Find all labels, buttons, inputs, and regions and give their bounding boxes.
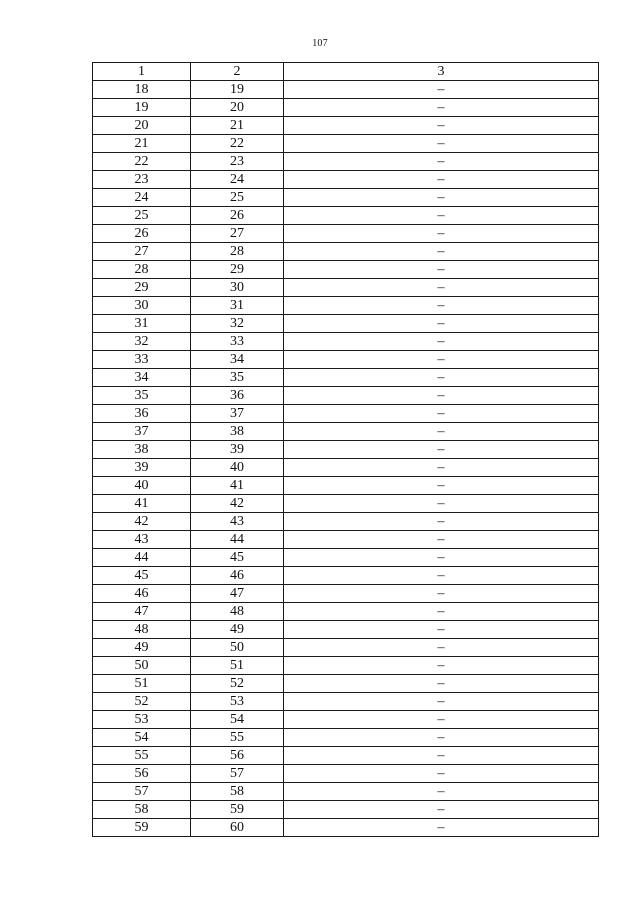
- table-row: [93, 423, 599, 441]
- table-cell-col-2: 36: [191, 387, 284, 405]
- table-cell-col-1: 52: [93, 693, 191, 711]
- table-cell-col-2: 49: [191, 621, 284, 639]
- table-cell-col-2: 34: [191, 351, 284, 369]
- table-cell-col-3: –: [284, 783, 599, 801]
- table-row: [93, 261, 599, 279]
- table-cell-col-3: –: [284, 747, 599, 765]
- table-cell-col-1: 56: [93, 765, 191, 783]
- table-row: [93, 405, 599, 423]
- table-cell-col-2: 51: [191, 657, 284, 675]
- table-cell-col-1: 41: [93, 495, 191, 513]
- column-header-1: 1: [93, 63, 191, 81]
- table-row: [93, 549, 599, 567]
- table-row: [93, 621, 599, 639]
- table-cell-col-3: –: [284, 639, 599, 657]
- table-row: [93, 99, 599, 117]
- table-cell-col-1: 47: [93, 603, 191, 621]
- table-cell-col-2: 59: [191, 801, 284, 819]
- table-cell-col-2: 39: [191, 441, 284, 459]
- table-cell-col-1: 40: [93, 477, 191, 495]
- table-cell-col-3: –: [284, 693, 599, 711]
- table-row: [93, 603, 599, 621]
- table-row: [93, 765, 599, 783]
- table-row: [93, 297, 599, 315]
- table-row: [93, 477, 599, 495]
- table-cell-col-3: –: [284, 405, 599, 423]
- table-row: [93, 783, 599, 801]
- table-cell-col-3: –: [284, 81, 599, 99]
- table-cell-col-2: 20: [191, 99, 284, 117]
- table-cell-col-1: 25: [93, 207, 191, 225]
- table-cell-col-2: 28: [191, 243, 284, 261]
- table-cell-col-2: 46: [191, 567, 284, 585]
- table-cell-col-2: 31: [191, 297, 284, 315]
- table-row: [93, 81, 599, 99]
- table-cell-col-2: 26: [191, 207, 284, 225]
- table-cell-col-3: –: [284, 603, 599, 621]
- table-cell-col-3: –: [284, 729, 599, 747]
- table-cell-col-2: 35: [191, 369, 284, 387]
- table-cell-col-2: 32: [191, 315, 284, 333]
- table-cell-col-1: 22: [93, 153, 191, 171]
- table-cell-col-2: 45: [191, 549, 284, 567]
- table-cell-col-3: –: [284, 387, 599, 405]
- table-cell-col-2: 25: [191, 189, 284, 207]
- table-cell-col-3: –: [284, 315, 599, 333]
- table-cell-col-3: –: [284, 513, 599, 531]
- table-row: [93, 189, 599, 207]
- table-cell-col-2: 55: [191, 729, 284, 747]
- table-cell-col-3: –: [284, 459, 599, 477]
- table-row: [93, 279, 599, 297]
- table-row: [93, 459, 599, 477]
- table-cell-col-1: 31: [93, 315, 191, 333]
- column-header-3: 3: [284, 63, 599, 81]
- header-row: [93, 63, 599, 81]
- table-cell-col-3: –: [284, 297, 599, 315]
- table-row: [93, 531, 599, 549]
- table-cell-col-1: 26: [93, 225, 191, 243]
- table-cell-col-1: 33: [93, 351, 191, 369]
- table-cell-col-3: –: [284, 765, 599, 783]
- table-row: [93, 819, 599, 837]
- table-cell-col-2: 44: [191, 531, 284, 549]
- column-header-2: 2: [191, 63, 284, 81]
- table-row: [93, 153, 599, 171]
- table-cell-col-1: 30: [93, 297, 191, 315]
- table-row: [93, 441, 599, 459]
- table-cell-col-1: 35: [93, 387, 191, 405]
- table-cell-col-3: –: [284, 477, 599, 495]
- table-cell-col-3: –: [284, 657, 599, 675]
- table-cell-col-2: 33: [191, 333, 284, 351]
- table-cell-col-3: –: [284, 369, 599, 387]
- table-cell-col-1: 32: [93, 333, 191, 351]
- table-cell-col-1: 38: [93, 441, 191, 459]
- table-cell-col-1: 39: [93, 459, 191, 477]
- table-cell-col-1: 20: [93, 117, 191, 135]
- table-row: [93, 693, 599, 711]
- table-cell-col-1: 43: [93, 531, 191, 549]
- table-cell-col-2: 60: [191, 819, 284, 837]
- table-cell-col-2: 52: [191, 675, 284, 693]
- table-cell-col-1: 53: [93, 711, 191, 729]
- table-cell-col-2: 42: [191, 495, 284, 513]
- table-cell-col-2: 48: [191, 603, 284, 621]
- table-cell-col-3: –: [284, 153, 599, 171]
- table-row: [93, 207, 599, 225]
- table-cell-col-1: 21: [93, 135, 191, 153]
- table-row: [93, 315, 599, 333]
- table-cell-col-1: 57: [93, 783, 191, 801]
- table-cell-col-3: –: [284, 423, 599, 441]
- table-cell-col-1: 59: [93, 819, 191, 837]
- table-cell-col-2: 24: [191, 171, 284, 189]
- table-row: [93, 225, 599, 243]
- table-row: [93, 369, 599, 387]
- table-cell-col-2: 41: [191, 477, 284, 495]
- table-cell-col-1: 19: [93, 99, 191, 117]
- table-row: [93, 135, 599, 153]
- table-cell-col-3: –: [284, 711, 599, 729]
- table-row: [93, 675, 599, 693]
- table-cell-col-1: 49: [93, 639, 191, 657]
- table-row: [93, 657, 599, 675]
- table-cell-col-2: 57: [191, 765, 284, 783]
- table-cell-col-1: 55: [93, 747, 191, 765]
- table-cell-col-1: 36: [93, 405, 191, 423]
- table-cell-col-1: 58: [93, 801, 191, 819]
- table-cell-col-1: 54: [93, 729, 191, 747]
- table-row: [93, 729, 599, 747]
- table-cell-col-1: 50: [93, 657, 191, 675]
- table-cell-col-3: –: [284, 585, 599, 603]
- table-cell-col-3: –: [284, 171, 599, 189]
- table-cell-col-3: –: [284, 135, 599, 153]
- table-cell-col-1: 29: [93, 279, 191, 297]
- table-cell-col-3: –: [284, 117, 599, 135]
- table-row: [93, 801, 599, 819]
- data-table: [92, 62, 599, 837]
- table-cell-col-1: 28: [93, 261, 191, 279]
- table-cell-col-2: 23: [191, 153, 284, 171]
- table-row: [93, 243, 599, 261]
- table-cell-col-1: 45: [93, 567, 191, 585]
- table-cell-col-2: 27: [191, 225, 284, 243]
- table-cell-col-3: –: [284, 567, 599, 585]
- table-cell-col-1: 23: [93, 171, 191, 189]
- table-cell-col-1: 27: [93, 243, 191, 261]
- table-row: [93, 711, 599, 729]
- table-row: [93, 495, 599, 513]
- table-row: [93, 387, 599, 405]
- table-body: [93, 81, 599, 837]
- table-cell-col-3: –: [284, 189, 599, 207]
- table-row: [93, 351, 599, 369]
- table-cell-col-1: 34: [93, 369, 191, 387]
- table-row: [93, 747, 599, 765]
- table-cell-col-2: 38: [191, 423, 284, 441]
- table-cell-col-3: –: [284, 531, 599, 549]
- table-cell-col-2: 53: [191, 693, 284, 711]
- table-cell-col-1: 48: [93, 621, 191, 639]
- page-number: 107: [312, 38, 328, 49]
- table-cell-col-3: –: [284, 243, 599, 261]
- table-cell-col-3: –: [284, 819, 599, 837]
- table-cell-col-1: 24: [93, 189, 191, 207]
- table-cell-col-3: –: [284, 549, 599, 567]
- table-cell-col-2: 30: [191, 279, 284, 297]
- table-cell-col-2: 54: [191, 711, 284, 729]
- table-cell-col-3: –: [284, 495, 599, 513]
- table-cell-col-2: 50: [191, 639, 284, 657]
- table-row: [93, 117, 599, 135]
- table-cell-col-3: –: [284, 207, 599, 225]
- table-row: [93, 171, 599, 189]
- table-cell-col-2: 22: [191, 135, 284, 153]
- table-cell-col-1: 44: [93, 549, 191, 567]
- table-cell-col-3: –: [284, 801, 599, 819]
- table-row: [93, 513, 599, 531]
- table-cell-col-3: –: [284, 675, 599, 693]
- table-cell-col-3: –: [284, 261, 599, 279]
- table-cell-col-2: 40: [191, 459, 284, 477]
- table-cell-col-1: 18: [93, 81, 191, 99]
- table-cell-col-2: 19: [191, 81, 284, 99]
- table-cell-col-2: 58: [191, 783, 284, 801]
- table-cell-col-3: –: [284, 99, 599, 117]
- table-header: [93, 63, 599, 81]
- table-cell-col-3: –: [284, 351, 599, 369]
- table-cell-col-3: –: [284, 279, 599, 297]
- table-cell-col-3: –: [284, 333, 599, 351]
- table-cell-col-1: 51: [93, 675, 191, 693]
- table-cell-col-2: 47: [191, 585, 284, 603]
- table-cell-col-1: 42: [93, 513, 191, 531]
- table-cell-col-3: –: [284, 621, 599, 639]
- table-cell-col-2: 29: [191, 261, 284, 279]
- table-cell-col-3: –: [284, 225, 599, 243]
- table-cell-col-2: 43: [191, 513, 284, 531]
- table-row: [93, 333, 599, 351]
- table-cell-col-2: 37: [191, 405, 284, 423]
- table-cell-col-3: –: [284, 441, 599, 459]
- table-row: [93, 585, 599, 603]
- table-cell-col-2: 21: [191, 117, 284, 135]
- table-cell-col-2: 56: [191, 747, 284, 765]
- table-row: [93, 567, 599, 585]
- table-cell-col-1: 46: [93, 585, 191, 603]
- table-row: [93, 639, 599, 657]
- table-cell-col-1: 37: [93, 423, 191, 441]
